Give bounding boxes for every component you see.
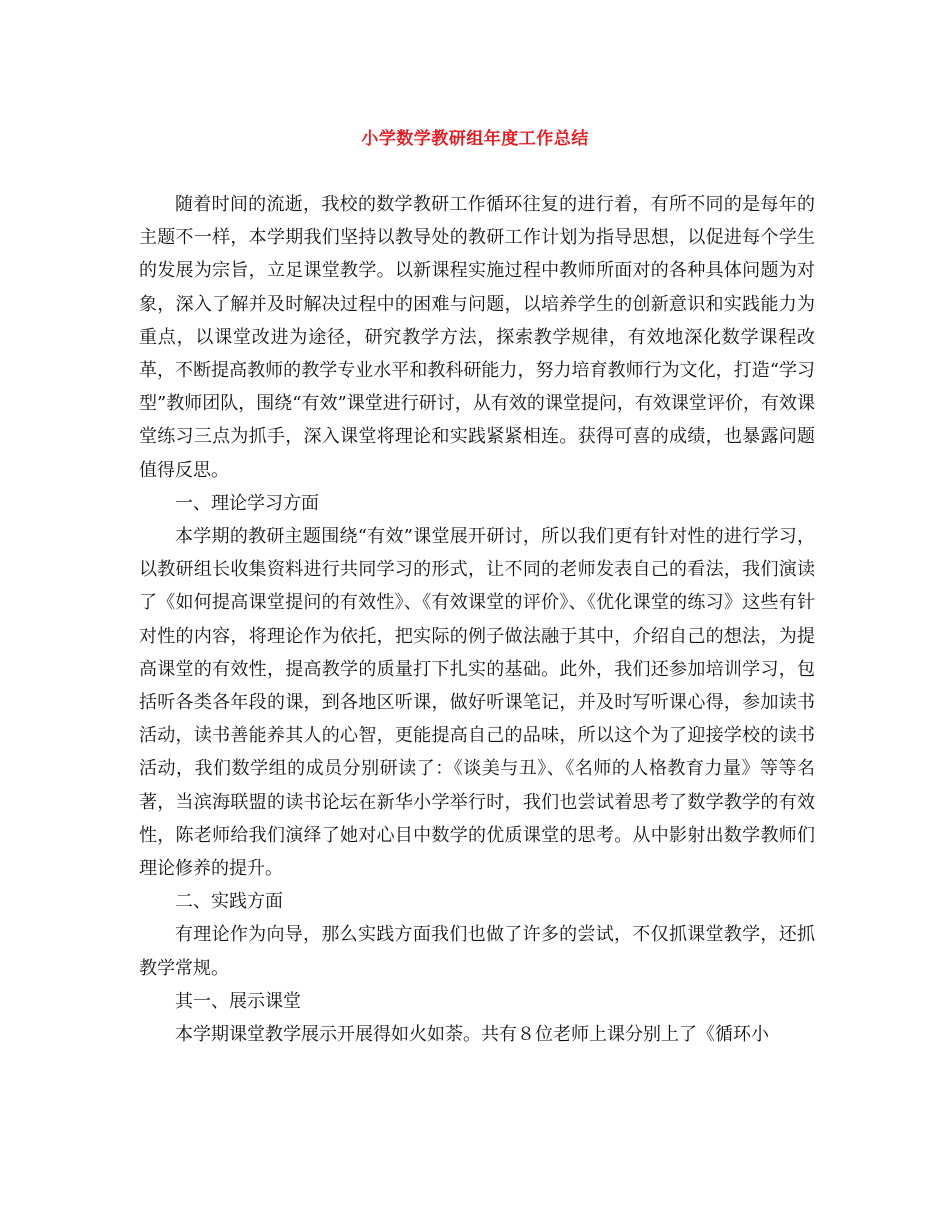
section-heading-practice: 二、实践方面	[175, 891, 283, 913]
section-heading-theory: 一、理论学习方面	[175, 492, 319, 514]
document-title: 小学数学教研组年度工作总结	[361, 129, 589, 149]
subsection-heading-demo-class: 其一、展示课堂	[175, 990, 301, 1012]
practice-paragraph: 有理论作为向导，那么实践方面我们也做了许多的尝试，不仅抓课堂教学，还抓教学常规。	[139, 924, 815, 979]
theory-paragraph: 本学期的教研主题围绕“有效”课堂展开研讨，所以我们更有针对性的进行学习，以教研组长收集资料进行共同学习的形式，让不同的老师发表自己的看法，我们演读了《如何提高课堂提问的有效性》、《有效课堂的评价》、《优化课堂的练习》这些有针对性的内容，将理论作为依托，把实际的例子做法融于其中，介绍自己的想法，为提高课堂的有效性，提高教学的质量打下扎实的基础。此外，我们还参加培训学习，包括听各类各年段的课，到各地区听课，做好听课笔记，并及时写听课心得，参加读书活动，读书善能养其人的心智，更能提高自己的品味，所以这个为了迎接学校的读书活动，我们数学组的成员分别研读了：《谈美与丑》、《名师的人格教育力量》等等名著，当滨海联盟的读书论坛在新华小学举行时，我们也尝试着思考了数学教学的有效性，陈老师给我们演绎了她对心目中数学的优质课堂的思考。从中影射出数学教师们理论修养的提升。	[139, 526, 815, 880]
demo-class-paragraph: 本学期课堂教学展示开展得如火如荼。共有８位老师上课分别上了《循环小	[175, 1024, 769, 1046]
intro-paragraph: 随着时间的流逝，我校的数学教研工作循环往复的进行着，有所不同的是每年的主题不一样，本学期我们坚持以教导处的教研工作计划为指导思想，以促进每个学生的发展为宗旨，立足课堂教学。以新课程实施过程中教师所面对的各种具体问题为对象，深入了解并及时解决过程中的困难与问题，以培养学生的创新意识和实践能力为重点，以课堂改进为途径，研究教学方法，探索教学规律，有效地深化数学课程改革，不断提高教师的教学专业水平和教科研能力，努力培育教师行为文化，打造“学习型”教师团队，围绕“有效”课堂进行研讨，从有效的课堂提问，有效课堂评价，有效课堂练习三点为抓手，深入课堂将理论和实践紧紧相连。获得可喜的成绩，也暴露问题值得反思。	[139, 194, 815, 481]
document-body	[139, 188, 815, 1051]
